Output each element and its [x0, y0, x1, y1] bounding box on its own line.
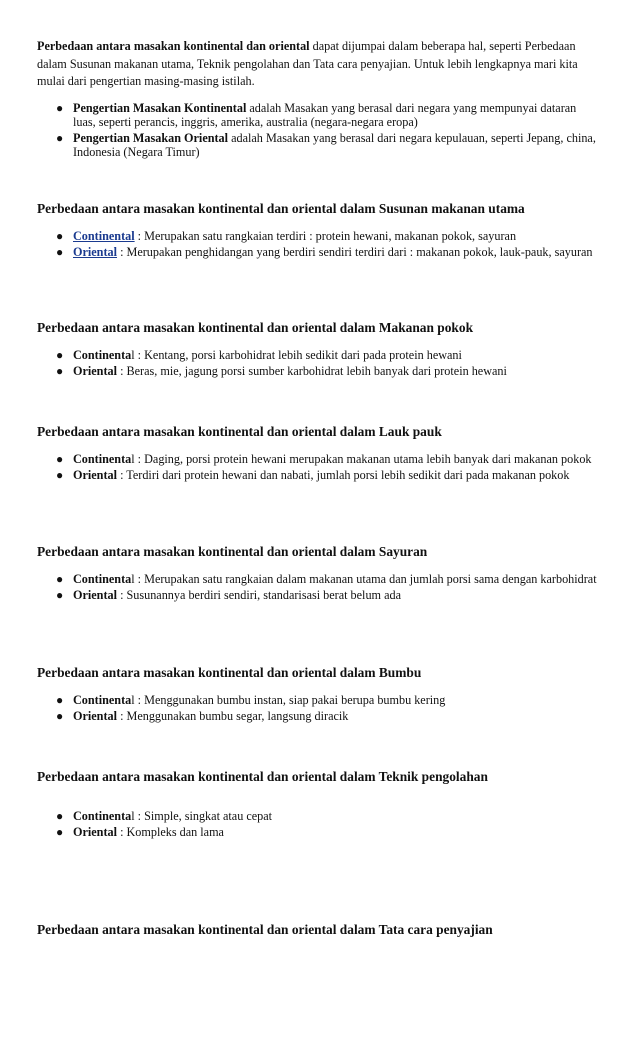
intro-text: dapat dijumpai dalam beberapa hal, seperti Perbedaan dalam Susunan makanan utama, Teknik pengolahan dan Tata cara penyajian. Untuk lebih lengkapnya mari kita mulai dari pengertian masing-masing istilah.: [37, 39, 578, 88]
section-list: [37, 229, 597, 259]
item-term: Pengertian Masakan Kontinental: [73, 100, 247, 115]
item-term: Continenta: [73, 452, 132, 466]
list-item: [37, 101, 597, 129]
bullet-icon: ●: [56, 572, 64, 586]
section-list: [37, 348, 597, 378]
list-item: [37, 825, 597, 839]
section-list: [37, 452, 597, 482]
list-item: [37, 709, 597, 723]
bullet-icon: ●: [56, 452, 64, 466]
item-term: Continenta: [73, 348, 132, 362]
section-list: [37, 572, 597, 602]
section-heading: Perbedaan antara masakan kontinental dan oriental dalam Makanan pokok: [37, 320, 474, 335]
item-text: : Susunannya berdiri sendiri, standarisasi berat belum ada: [117, 588, 401, 602]
list-item: [37, 131, 597, 159]
item-text: : Beras, mie, jagung porsi sumber karbohidrat lebih banyak dari protein hewani: [117, 364, 507, 378]
section-sayuran: [37, 544, 597, 604]
list-item: [37, 693, 597, 707]
intro-lead: Perbedaan antara masakan kontinental dan oriental: [37, 39, 310, 53]
list-item: [37, 452, 597, 466]
section-heading: Perbedaan antara masakan kontinental dan oriental dalam Sayuran: [37, 544, 428, 559]
bullet-icon: ●: [56, 364, 64, 378]
item-text: adalah Masakan yang berasal dari negara kepulauan, seperti Jepang, china, Indonesia (Negara Timur): [73, 130, 596, 159]
bullet-icon: ●: [56, 588, 64, 602]
item-text: : Kompleks dan lama: [117, 825, 224, 839]
item-text: : Menggunakan bumbu segar, langsung diracik: [117, 709, 349, 723]
intro-block: [37, 38, 597, 161]
bullet-icon: ●: [56, 130, 64, 145]
bullet-icon: ●: [56, 825, 64, 839]
section-makanan-pokok: [37, 320, 597, 380]
section-susunan-makanan-utama: [37, 201, 597, 261]
bullet-icon: ●: [56, 468, 64, 482]
list-item: [37, 588, 597, 602]
bullet-icon: ●: [56, 100, 64, 115]
section-heading: Perbedaan antara masakan kontinental dan oriental dalam Lauk pauk: [37, 424, 442, 439]
list-item: [37, 229, 597, 243]
section-teknik-pengolahan: [37, 769, 597, 841]
item-text: adalah Masakan yang berasal dari negara yang mempunyai dataran luas, seperti perancis, inggris, amerika, australia (negara-negara eropa): [73, 100, 577, 129]
section-heading: Perbedaan antara masakan kontinental dan oriental dalam Bumbu: [37, 665, 422, 680]
section-heading: Perbedaan antara masakan kontinental dan oriental dalam Tata cara penyajian: [37, 922, 493, 937]
oriental-link[interactable]: Oriental: [73, 245, 118, 259]
list-item: [37, 809, 597, 823]
list-item: [37, 245, 597, 259]
item-text: l : Merupakan satu rangkaian dalam makanan utama dan jumlah porsi sama dengan karbohidrat: [131, 572, 597, 586]
item-term: Oriental: [73, 468, 118, 482]
bullet-icon: ●: [56, 709, 64, 723]
section-bumbu: [37, 665, 597, 725]
item-text: l : Simple, singkat atau cepat: [131, 809, 273, 823]
item-term: Oriental: [73, 709, 118, 723]
item-term: Oriental: [73, 588, 118, 602]
intro-paragraph: [37, 38, 597, 91]
section-heading: Perbedaan antara masakan kontinental dan oriental dalam Teknik pengolahan: [37, 769, 488, 784]
item-text: : Terdiri dari protein hewani dan nabati, jumlah porsi lebih sedikit dari pada makanan pokok: [117, 468, 570, 482]
item-term: Continenta: [73, 693, 132, 707]
bullet-icon: ●: [56, 809, 64, 823]
section-heading: Perbedaan antara masakan kontinental dan oriental dalam Susunan makanan utama: [37, 201, 525, 216]
item-term: Pengertian Masakan Oriental: [73, 130, 229, 145]
item-text: l : Menggunakan bumbu instan, siap pakai berupa bumbu kering: [131, 693, 446, 707]
section-tata-cara-penyajian: [37, 922, 597, 950]
list-item: [37, 572, 597, 586]
list-item: [37, 364, 597, 378]
intro-list: [37, 101, 597, 159]
item-term: Oriental: [73, 364, 118, 378]
item-term: Oriental: [73, 825, 118, 839]
bullet-icon: ●: [56, 348, 64, 362]
list-item: [37, 468, 597, 482]
bullet-icon: ●: [56, 693, 64, 707]
item-term: Continenta: [73, 572, 132, 586]
bullet-icon: ●: [56, 245, 64, 259]
bullet-icon: ●: [56, 229, 64, 243]
list-item: [37, 348, 597, 362]
item-text: : Merupakan penghidangan yang berdiri sendiri terdiri dari : makanan pokok, lauk-pauk, sayuran: [117, 245, 593, 259]
item-text: : Merupakan satu rangkaian terdiri : protein hewani, makanan pokok, sayuran: [134, 229, 517, 243]
section-list: [37, 809, 597, 839]
section-lauk-pauk: [37, 424, 597, 484]
section-list: [37, 693, 597, 723]
continental-link[interactable]: Continental: [73, 229, 135, 243]
item-text: l : Daging, porsi protein hewani merupakan makanan utama lebih banyak dari makanan pokok: [131, 452, 592, 466]
item-text: l : Kentang, porsi karbohidrat lebih sedikit dari pada protein hewani: [131, 348, 462, 362]
item-term: Continenta: [73, 809, 132, 823]
